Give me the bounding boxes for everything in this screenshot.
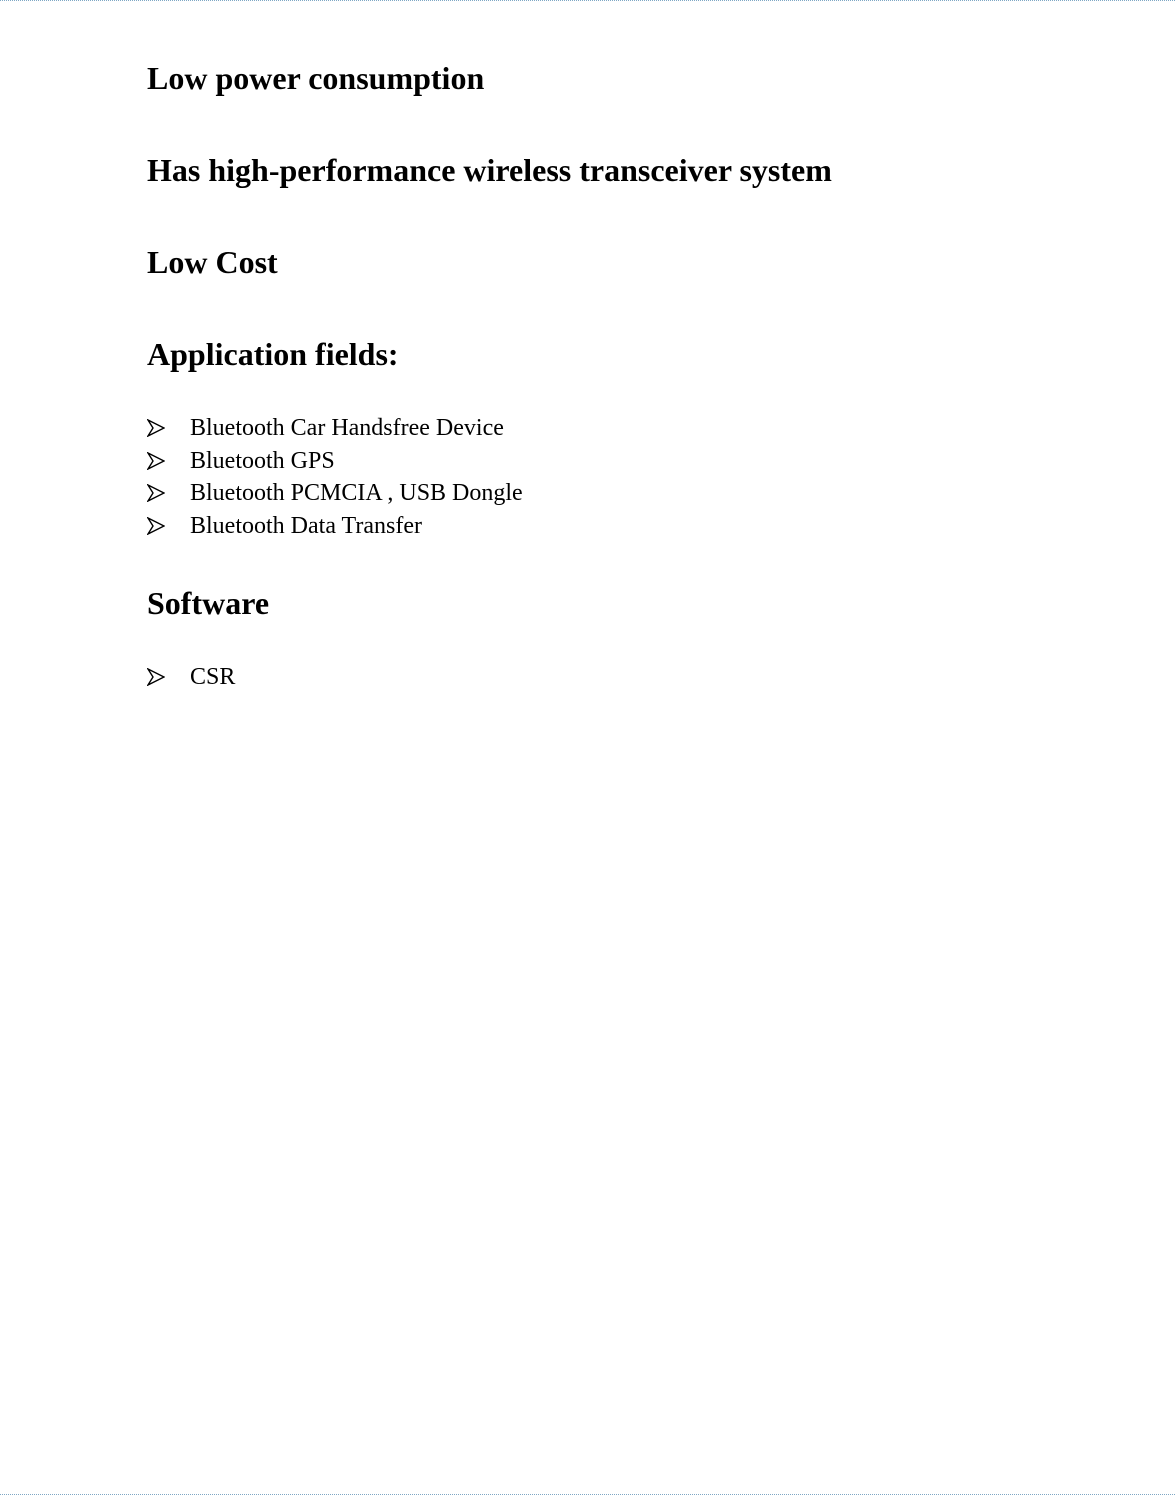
list-item-label: Bluetooth GPS <box>190 447 335 474</box>
arrowhead-bullet-icon <box>147 668 165 686</box>
arrowhead-bullet-icon <box>147 517 165 535</box>
arrowhead-bullet-icon <box>147 419 165 437</box>
software-heading: Software <box>147 585 270 621</box>
arrowhead-bullet-icon <box>147 452 165 470</box>
feature-heading-low-power: Low power consumption <box>147 60 485 96</box>
feature-heading-transceiver: Has high-performance wireless transceiver system <box>147 152 832 188</box>
top-dotted-rule <box>0 0 1175 1</box>
list-item-label: CSR <box>190 664 236 690</box>
arrowhead-bullet-icon <box>147 484 165 502</box>
list-item-label: Bluetooth Data Transfer <box>190 513 422 540</box>
list-item-label: Bluetooth Car Handsfree Device <box>190 415 504 441</box>
application-fields-heading: Application fields: <box>147 336 399 372</box>
feature-heading-low-cost: Low Cost <box>147 244 278 280</box>
list-item-label: Bluetooth PCMCIA , USB Dongle <box>190 480 523 507</box>
bottom-dotted-rule <box>0 1494 1175 1495</box>
